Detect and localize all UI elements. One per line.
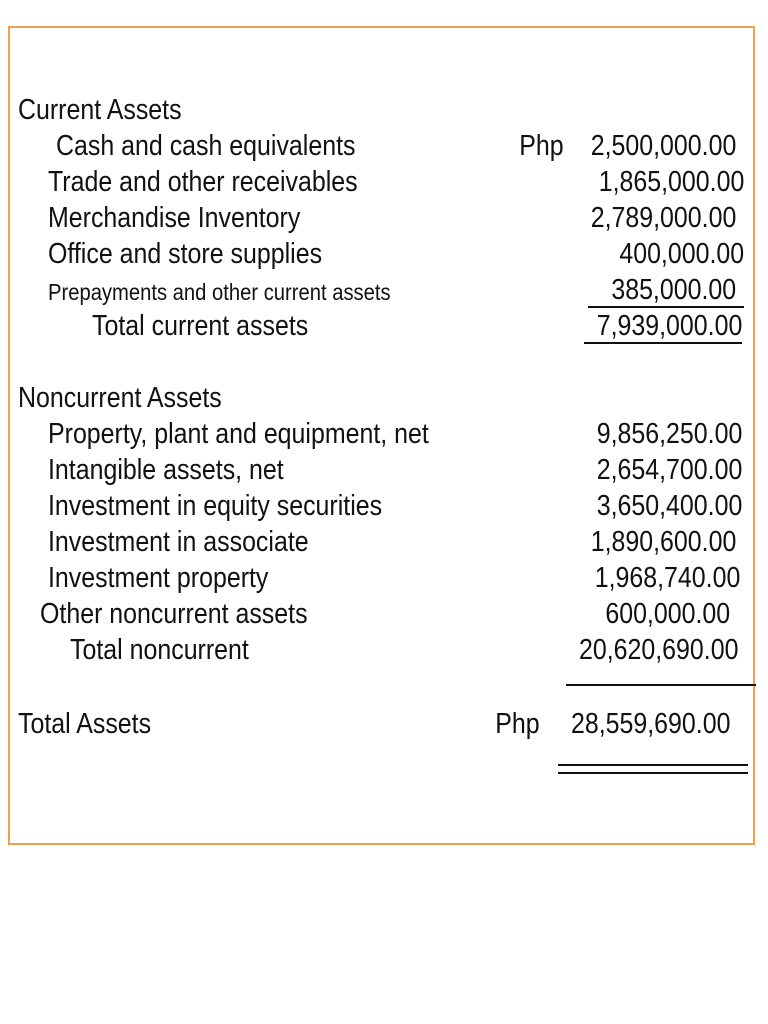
total-assets-label: Total Assets [18,708,152,740]
line-item-amount: 1,865,000.00 [598,166,744,198]
line-item-amount: 600,000.00 [605,598,730,630]
line-item-amount: 2,789,000.00 [590,202,736,234]
line-item-amount: 3,650,400.00 [596,490,742,522]
line-item-amount: 1,890,600.00 [590,526,736,558]
line-item-label: Intangible assets, net [48,454,284,486]
line-item-label: Trade and other receivables [48,166,358,198]
line-item-label: Investment in associate [48,526,309,558]
line-item-label: Cash and cash equivalents [56,130,356,162]
total-noncurrent-label: Total noncurrent [70,634,249,666]
line-item-amount: 1,968,740.00 [594,562,740,594]
line-item-label: Prepayments and other current assets [48,279,391,305]
total-assets-amount: 28,559,690.00 [570,708,730,740]
subtotal-underline [588,306,744,308]
double-underline-top [558,764,748,766]
line-item-label: Investment in equity securities [48,490,383,522]
line-item-amount: 400,000.00 [619,238,744,270]
line-item-label: Merchandise Inventory [48,202,301,234]
line-item-amount: 385,000.00 [611,274,736,306]
line-item-label: Other noncurrent assets [40,598,308,630]
line-item-amount: 2,500,000.00 [590,130,736,162]
currency-label: Php [519,130,564,162]
total-current-assets-amount: 7,939,000.00 [596,310,742,342]
total-underline [584,342,742,344]
total-noncurrent-rule [566,684,756,686]
total-current-assets-label: Total current assets [92,310,309,342]
line-item-label: Investment property [48,562,269,594]
line-item-amount: 2,654,700.00 [596,454,742,486]
double-underline-bottom [558,772,748,774]
total-assets-currency: Php [495,708,540,740]
noncurrent-assets-heading: Noncurrent Assets [18,382,222,414]
line-item-amount: 9,856,250.00 [596,418,742,450]
line-item-label: Property, plant and equipment, net [48,418,429,450]
total-noncurrent-amount: 20,620,690.00 [578,634,738,666]
line-item-label: Office and store supplies [48,238,323,270]
current-assets-heading: Current Assets [18,94,182,126]
